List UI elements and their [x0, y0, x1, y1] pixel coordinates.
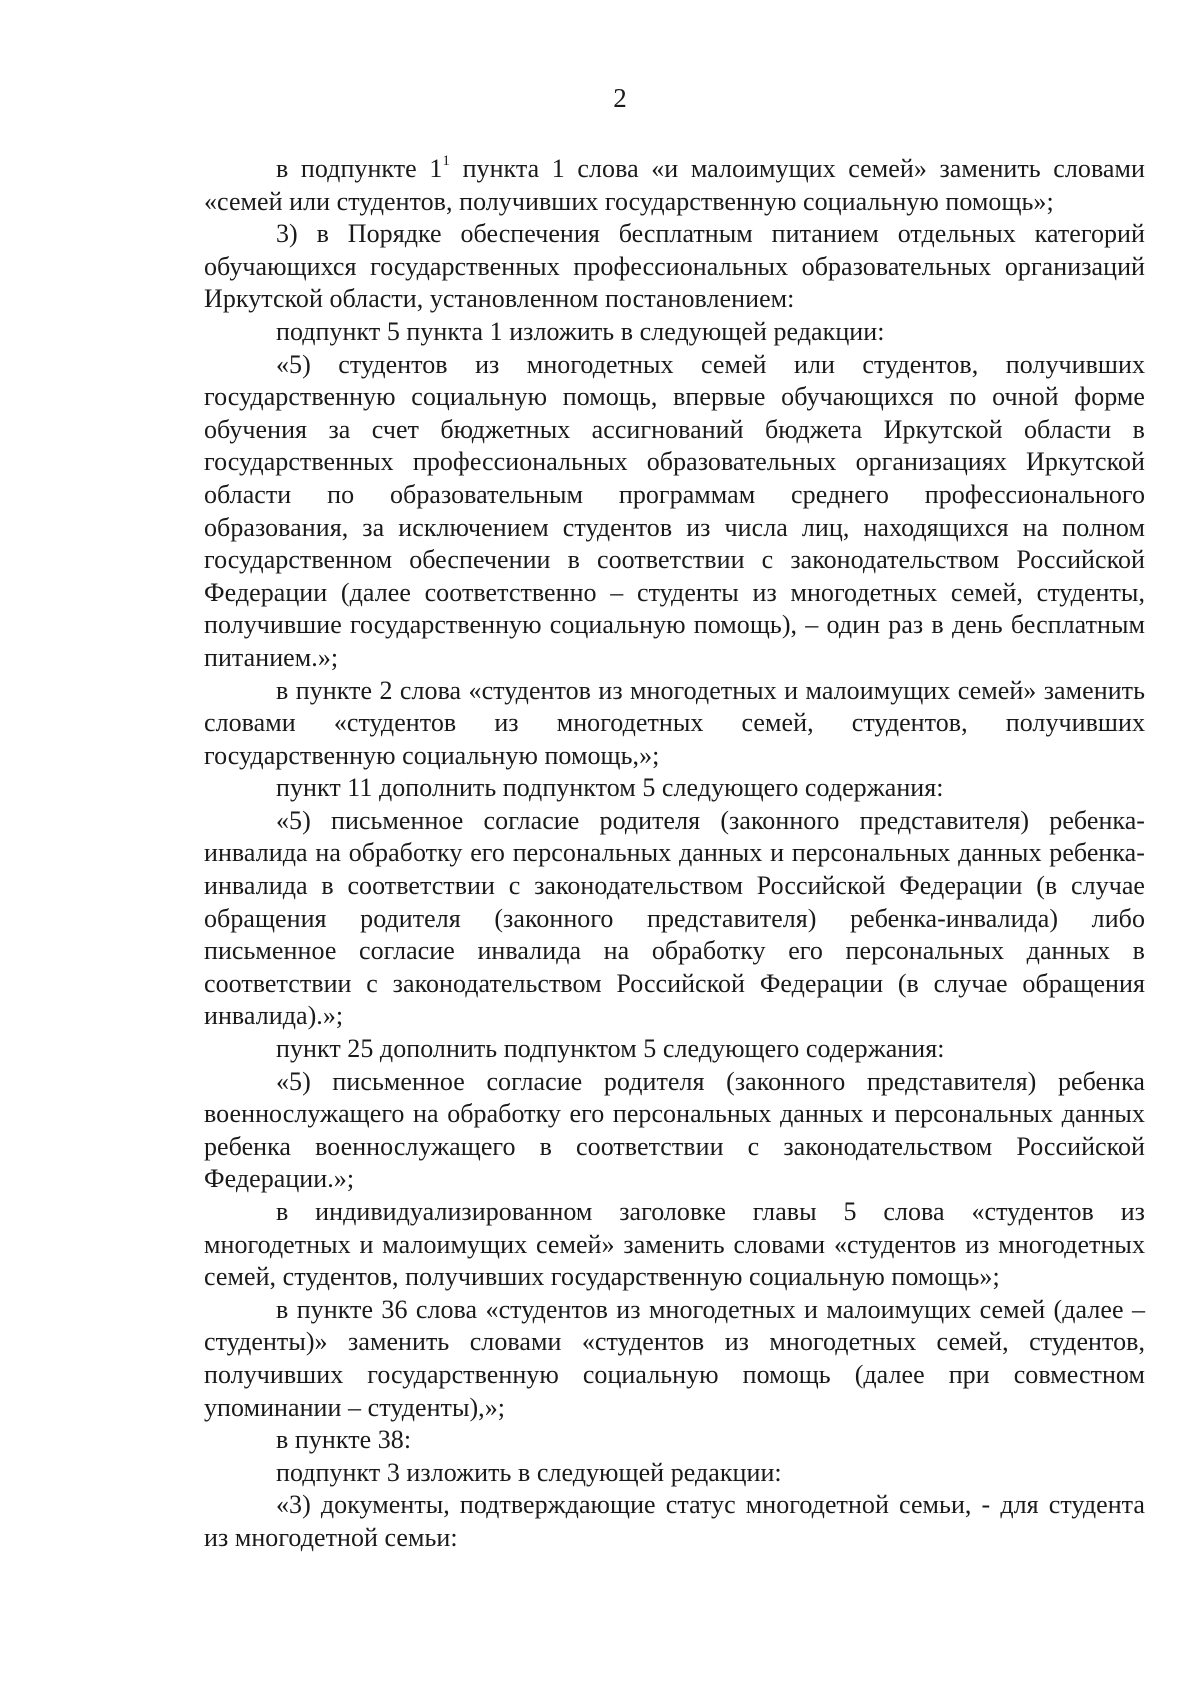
paragraph-4: «5) студентов из многодетных семей или студентов, получивших государственную социальную помощь, впервые обучающихся по очной форме обучения за счет бюджетных ассигнований бюджета Иркутской области в государственных профессиональных образовательных организациях Иркутской области по образовательным программам среднего профессионального образования, за исключением студентов из числа лиц, находящихся на полном государственном обеспечении в соответствии с законодательством Российской Федерации (далее соответственно – студенты из многодетных семей, студенты, получившие государственную социальную помощь), – один раз в день бесплатным питанием.»; [204, 349, 1145, 672]
document-body [204, 153, 1145, 1555]
paragraph-2: 3) в Порядке обеспечения бесплатным питанием отдельных категорий обучающихся государственных профессиональных образовательных организаций Иркутской области, установленном постановлением: [204, 219, 1145, 314]
paragraph-11: в пункте 36 слова «студентов из многодетных и малоимущих семей (далее – студенты)» заменить словами «студентов из многодетных семей, студентов, получивших государственную социальную помощь (далее при совместном упоминании – студенты),»; [204, 1294, 1145, 1422]
paragraph-1-start: в подпункте 1 [276, 154, 443, 183]
paragraph-10: в индивидуализированном заголовке главы 5 слова «студентов из многодетных и малоимущих семей» заменить словами «студентов из многодетных семей, студентов, получивших государственную социальную помощь»; [204, 1197, 1145, 1292]
paragraph-9: «5) письменное согласие родителя (законного представителя) ребенка военнослужащего на обработку его персональных данных и персональных данных ребенка военнослужащего в соответствии с законодательством Российской Федерации.»; [204, 1066, 1145, 1194]
paragraph-6: пункт 11 дополнить подпунктом 5 следующего содержания: [276, 773, 944, 803]
paragraph-14: «3) документы, подтверждающие статус многодетной семьи, - для студента из многодетной семьи: [204, 1490, 1145, 1552]
paragraph-3: подпункт 5 пункта 1 изложить в следующей редакции: [276, 316, 885, 346]
paragraph-13: подпункт 3 изложить в следующей редакции: [276, 1457, 782, 1487]
superscript-1: 1 [442, 153, 450, 170]
page-number: 2 [613, 83, 627, 113]
paragraph-12: в пункте 38: [276, 1425, 412, 1455]
paragraph-7: «5) письменное согласие родителя (законного представителя) ребенка-инвалида на обработку его персональных данных и персональных данных ребенка-инвалида в соответствии с законодательством Российской Федерации (в случае обращения родителя (законного представителя) ребенка-инвалида) либо письменное согласие инвалида на обработку его персональных данных в соответствии с законодательством Российской Федерации (в случае обращения инвалида).»; [204, 805, 1145, 1031]
paragraph-1 [204, 153, 1145, 218]
paragraph-1-end: пункта 1 слова «и малоимущих семей» заменить словами «семей или студентов, получивших государственную социальную помощь»; [204, 154, 1145, 216]
paragraph-8: пункт 25 дополнить подпунктом 5 следующего содержания: [276, 1034, 945, 1064]
paragraph-5: в пункте 2 слова «студентов из многодетных и малоимущих семей» заменить словами «студентов из многодетных семей, студентов, получивших государственную социальную помощь,»; [204, 675, 1145, 770]
